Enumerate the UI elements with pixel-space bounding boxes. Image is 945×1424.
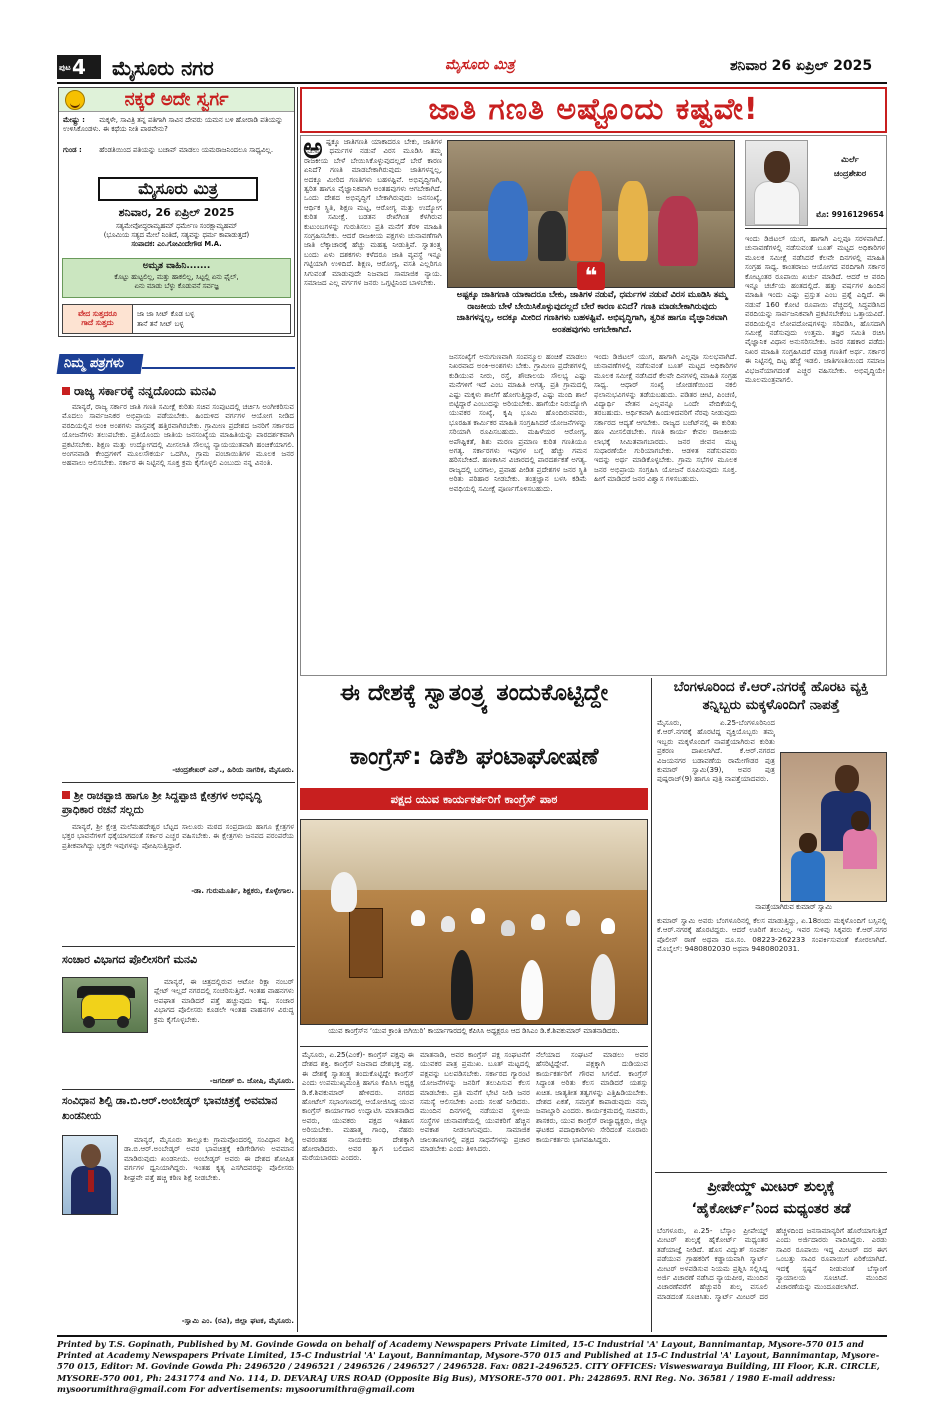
portrait-head <box>81 1144 101 1168</box>
joke-speaker-2: ಗುಂಡ : <box>63 146 82 154</box>
author-shirt <box>754 181 800 225</box>
letter-2-signature: -ಡಾ. ಗುರುಮೂರ್ತಿ, ಶಿಕ್ಷಕರು, ಕೊಳ್ಳೇಗಾಲ. <box>191 886 294 895</box>
letter-2-body <box>62 822 294 884</box>
congress-headline-line-2: ಕಾಂಗ್ರೆಸ್: ಡಿಕೆಶಿ ಘಂಟಾಘೋಷಣೆ <box>349 744 599 770</box>
letter-1-title-text: ರಾಜ್ಯ ಸರ್ಕಾರಕ್ಕೆ ನನ್ನದೊಂದು ಮನವಿ <box>74 384 216 398</box>
drop-cap: ಅ <box>303 131 323 166</box>
letters-section-title: ನಿಮ್ಮ ಪತ್ರಗಳು <box>57 354 144 374</box>
proverb-label-line-2: ಗಾದೆ ಸುತ್ತದು <box>81 318 114 327</box>
letter-3-title: ಸಂಚಾರ ವಿಭಾಗದ ಪೊಲೀಸರಿಗೆ ಮನವಿ <box>62 953 198 966</box>
audience-figure <box>471 908 485 924</box>
portrait-tie <box>88 1170 94 1192</box>
proverb-text <box>137 309 194 329</box>
bullet-icon <box>62 791 70 799</box>
boy-figure <box>789 833 827 902</box>
divider <box>62 946 295 947</box>
letter-3-signature: -ಜಗದೀಶ್ ಬಿ. ಜೋಷಿ, ಮೈಸೂರು. <box>209 1076 294 1085</box>
masthead-editor: ಸಂಪಾದಕ: ಎಂ.ಗೋವಿಂದೇಗೌಡ M.A. <box>131 240 222 248</box>
congress-subheadline: ಪಕ್ಷದ ಯುವ ಕಾರ್ಯಕರ್ತರಿಗೆ ಕಾಂಗ್ರೆಸ್ ಪಾಠ <box>300 788 648 810</box>
joke-line-1 <box>63 116 291 134</box>
missing-body-2: ಕುಮಾರ್ ಸ್ವಾಮಿ ಅವರು ಬೆಂಗಳೂರಿನಲ್ಲಿ ಕೆಲಸ ಮಾಡುತ್ತಿದ್ದು, ಏ.18ರಂದು ಮಕ್ಕಳೊಂದಿಗೆ ಬಸ್ಸಿನಲ್ಲಿ ಕೆ.ಆರ್.ನಗರಕ್ಕೆ ಹೊರಟಿದ್ದರು. ಆದರೆ ಊರಿಗೆ ತಲುಪಿಲ್ಲ. ಇವರ ಸುಳಿವು ಸಿಕ್ಕವರು ಕೆ.ಆರ್.ನಗರ ಪೊಲೀಸ್ ಠಾಣೆ ಅಥವಾ ದೂ.ಸಂ. 08223-262233 ಸಂಪರ್ಕಿಸುವಂತೆ ಕೋರಲಾಗಿದೆ. ಮೊಬೈಲ್: 9480802030 ಅಥವಾ 9480802031. <box>657 916 887 954</box>
divider <box>62 1089 295 1090</box>
wheel-icon <box>117 1016 129 1028</box>
author-phone: ಮೊ: 9916129654 <box>816 210 884 219</box>
meter-headline-line-2: ‘ಹೈಕೋರ್ಟ್’ನಿಂದ ಮಧ್ಯಂತರ ತಡೆ <box>691 1201 851 1217</box>
author-photo <box>745 140 808 226</box>
congress-headline-line-1: ಈ ದೇಶಕ್ಕೆ ಸ್ವಾತಂತ್ರ್ಯ ತಂದುಕೊಟ್ಟಿದ್ದೇ <box>339 680 609 706</box>
joke-title-bar <box>59 88 294 112</box>
joke-title: ನಕ್ಕರೆ ಅದೇ ಸ್ವರ್ಗ <box>124 89 229 110</box>
amrita-vahini-box <box>62 258 291 298</box>
auto-rickshaw-photo <box>62 977 148 1033</box>
cameraman-figure <box>451 950 473 1020</box>
woman-figure <box>618 181 648 261</box>
column-divider <box>297 87 298 1332</box>
letter-2-title <box>62 789 294 817</box>
surveyor-figure <box>488 181 528 261</box>
letter-1-body <box>62 402 294 762</box>
amrita-title: ಅಮೃತ ವಾಹಿನಿ....... <box>142 261 211 271</box>
letter-1-text: ಮಾನ್ಯರೆ, ರಾಜ್ಯ ಸರ್ಕಾರ ಜಾತಿ ಗಣತಿ ಸಮೀಕ್ಷೆ ಕುರಿತು ಸಚಿವ ಸಂಪುಟದಲ್ಲಿ ಚರ್ಚಿಸಿ ಅಂಗೀಕರಿಸುವ ಮೊದಲು ಸಾರ್ವಜನಿಕರ ಅಭಿಪ್ರಾಯ ಪಡೆಯಬೇಕು. ಹಿಂದುಳಿದ ವರ್ಗಗಳ ಆಯೋಗ ನೀಡಿದ ವರದಿಯಲ್ಲಿನ ಅಂಕಿ ಅಂಶಗಳು ವಾಸ್ತವಕ್ಕೆ ಹತ್ತಿರವಾಗಿರಬೇಕು. ಗ್ರಾಮೀಣ ಪ್ರದೇಶದ ಜನರಿಗೆ ಸರ್ಕಾರದ ಯೋಜನೆಗಳು ತಲುಪಬೇಕು. ಪ್ರತಿಯೊಂದು ಜಾತಿಯ ಜನಸಂಖ್ಯೆಯ ಮಾಹಿತಿಯನ್ನು ಪಾರದರ್ಶಕವಾಗಿ ಪ್ರಕಟಿಸಬೇಕು. ಶಿಕ್ಷಣ ಮತ್ತು ಉದ್ಯೋಗದಲ್ಲಿ ಮೀಸಲಾತಿ ಸೌಲಭ್ಯ ನ್ಯಾಯಯುತವಾಗಿ ಹಂಚಿಕೆಯಾಗಲಿ. ಅಂಗನವಾಡಿ ಕೇಂದ್ರಗಳಿಗೆ ಮೂಲಸೌಕರ್ಯ ಒದಗಿಸಿ, ಗ್ರಾಮ ಪಂಚಾಯಿತಿಗಳ ಮೂಲಕ ಜನರ ಅಹವಾಲು ಆಲಿಸಬೇಕು. ಸರ್ಕಾರ ಈ ನಿಟ್ಟಿನಲ್ಲಿ ಸೂಕ್ತ ಕ್ರಮ ಕೈಗೊಳ್ಳಲಿ ಎಂಬುದು ನನ್ನ ವಿನಂತಿ. <box>62 402 294 468</box>
proverb-line-2: ತಾನೆ ತನೆ ಸೀಟ್ ಬಳ್ಳ <box>137 320 184 328</box>
congress-col-2: ಮಾತನಾಡಿ, ಅವರ ಕಾಂಗ್ರೆಸ್ ಪಕ್ಷ ಸಂಘಟನೆಗೆ ಯುವಕರ ಪಾತ್ರ ಪ್ರಮುಖ. ಬೂತ್ ಮಟ್ಟದಲ್ಲಿ ಪಕ್ಷವನ್ನು ಬಲಪಡಿಸಬೇಕು. ಸರ್ಕಾರದ ಗ್ಯಾರಂಟಿ ಯೋಜನೆಗಳನ್ನು ಜನರಿಗೆ ತಲುಪಿಸುವ ಕೆಲಸ ಮಾಡಬೇಕು. ಪ್ರತಿ ಮನೆಗೆ ಭೇಟಿ ನೀಡಿ ಜನರ ಸಮಸ್ಯೆ ಆಲಿಸಬೇಕು ಎಂದು ಸಲಹೆ ನೀಡಿದರು. ಮುಂದಿನ ದಿನಗಳಲ್ಲಿ ನಡೆಯುವ ಸ್ಥಳೀಯ ಸಂಸ್ಥೆಗಳ ಚುನಾವಣೆಯಲ್ಲಿ ಯುವಕರಿಗೆ ಹೆಚ್ಚಿನ ಅವಕಾಶ ನೀಡಲಾಗುವುದು. ಸಾಮಾಜಿಕ ಜಾಲತಾಣಗಳಲ್ಲಿ ಪಕ್ಷದ ಸಾಧನೆಗಳನ್ನು ಪ್ರಚಾರ ಮಾಡಬೇಕು ಎಂದು ತಿಳಿಸಿದರು. <box>420 1050 530 1154</box>
header-rule <box>57 82 887 84</box>
page-number: 4 <box>72 55 86 79</box>
joke-text-2: ಹೆಂಡತಿಯಿಂದ ಪತಿಯನ್ನು ಬಚಾವ್ ಮಾಡಲು ಯಮರಾಜನಿಂದಲೂ ಸಾಧ್ಯವಿಲ್ಲ. <box>99 146 274 154</box>
bullet-icon <box>62 387 70 395</box>
wheel-icon <box>83 1016 95 1028</box>
imprint-footer: Printed by T.S. Gopinath, Published by M. Govinde Gowda on behalf of Academy Newspapers Private Limited, 15-C Industrial 'A' Layout, Bannimantap, Mysore-570 015 and Printed at Academy Newspapers Private Limited, 15-C Industrial 'A' Layout, Bannimantap, Mysore-570 015 and Published at 15-C Industrial 'A' Layout, Bannimantap, Mysore-570 015, Editor: M. Govinde Gowda Ph: 2496520 / 2496521 / 2496526 / 2496527 / 2496528. Fax: 0821-2496525. CITY OFFICES: Visweswaraya Building, III Floor, K.R. CIRCLE, MYSORE-570 001, Ph: 2431774 and No. 114, D. DEVARAJ URS ROAD (Opposite Big Bus), MYSORE-570 001. Ph: 2428695. RNI Reg. No. 36581 / 1980 E-mail address: mysoorumithra@gmail.com For advertisements: mysoorumithra@gmail.com <box>57 1339 880 1394</box>
header-date: ಶನಿವಾರ 26 ಏಪ್ರಿಲ್ 2025 <box>730 58 873 74</box>
audience-figure <box>566 910 580 926</box>
letter-4-signature: -ಸ್ವಾಮಿ ಎಂ. (ರವಿ), ಜಿಲ್ಲಾ ಘಟಕ, ಮೈಸೂರು. <box>181 1316 294 1325</box>
masthead-date: ಶನಿವಾರ, 26 ಏಪ್ರಿಲ್ 2025 <box>118 206 235 219</box>
letter-2-title-text: ಶ್ರೀ ರಾಚಪ್ಪಾಜಿ ಹಾಗೂ ಶ್ರೀ ಸಿದ್ದಪ್ಪಾಜಿ ಕ್ಷೇತ್ರಗಳ ಅಭಿವೃದ್ಧಿ ಪ್ರಾಧಿಕಾರ ರಚನೆ ಸಲ್ಲದು <box>62 790 262 816</box>
child-figure <box>538 211 566 261</box>
pull-quote: ಅಷ್ಟಕ್ಕೂ ಜಾತಿಗಣತಿ ಯಾಕಾದರೂ ಬೇಕು, ಜಾತಿಗಳ ನಡುವೆ, ಧರ್ಮಗಳ ನಡುವೆ ವಿರಸ ಮೂಡಿಸಿ ತಮ್ಮ ರಾಜಕೀಯ ಬೇಳೆ ಬೇಯಿಸಿಕೊಳ್ಳುವುದಲ್ಲದೆ ಬೇರೆ ಕಾರಣ ಏನಿದೆ? ಗಣತಿ ಮಾಡಬೇಕಾಗಿರುವುದು ಜಾತಿಗಳನ್ನಲ್ಲ, ಅದಕ್ಕೂ ಮೀರಿದ ಗಣತಿಗಳು ಬಹಳಷ್ಟಿವೆ. ಅಭಿವೃದ್ಧಿಗಾಗಿ, ತ್ವರಿತ ಹಾಗೂ ವೈಜ್ಞಾನಿಕವಾಗಿ ಅಂತಹವುಗಳು ಆಗಬೇಕಾಗಿದೆ. <box>456 289 728 334</box>
congress-col-1: ಮೈಸೂರು, ಏ.25(ಎಂಕೆ)- ಕಾಂಗ್ರೆಸ್ ಪಕ್ಷವು ಈ ದೇಶದ ಶಕ್ತಿ. ಕಾಂಗ್ರೆಸ್ ನಿಜವಾದ ದೇಶಭಕ್ತ ಪಕ್ಷ. ಈ ದೇಶಕ್ಕೆ ಸ್ವಾತಂತ್ರ್ಯ ತಂದುಕೊಟ್ಟಿದ್ದೇ ಕಾಂಗ್ರೆಸ್ ಎಂದು ಉಪಮುಖ್ಯಮಂತ್ರಿ ಹಾಗೂ ಕೆಪಿಸಿಸಿ ಅಧ್ಯಕ್ಷ ಡಿ.ಕೆ.ಶಿವಕುಮಾರ್ ಹೇಳಿದರು. ನಗರದ ಹೋಟೆಲ್ ಸಭಾಂಗಣದಲ್ಲಿ ಆಯೋಜಿಸಿದ್ದ ಯುವ ಕಾಂಗ್ರೆಸ್ ಕಾರ್ಯಾಗಾರ ಉದ್ಘಾಟಿಸಿ ಮಾತನಾಡಿದ ಅವರು, ಯುವಕರು ಪಕ್ಷದ ಇತಿಹಾಸ ಅರಿಯಬೇಕು. ಮಹಾತ್ಮ ಗಾಂಧಿ, ನೆಹರು ಅವರಂತಹ ನಾಯಕರು ದೇಶಕ್ಕಾಗಿ ಹೋರಾಡಿದರು. ಅವರ ತ್ಯಾಗ ಬಲಿದಾನ ಮರೆಯಬಾರದು ಎಂದರು. <box>302 1050 414 1163</box>
main-col-1: ಷ್ಟಕ್ಕೂ ಜಾತಿಗಣತಿ ಯಾಕಾದರೂ ಬೇಕು, ಜಾತಿಗಳ ನಡುವೆ, ಧರ್ಮಗಳ ನಡುವೆ ವಿರಸ ಮೂಡಿಸಿ ತಮ್ಮ ರಾಜಕೀಯ ಬೇಳೆ ಬೇಯಿಸಿಕೊಳ್ಳುವುದಲ್ಲದೆ ಬೇರೆ ಕಾರಣ ಏನಿದೆ? ಗಣತಿ ಮಾಡಬೇಕಾಗಿರುವುದು ಜಾತಿಗಳನ್ನಲ್ಲ, ಅದಕ್ಕೂ ಮೀರಿದ ಗಣತಿಗಳು ಬಹಳಷ್ಟಿವೆ. ಅಭಿವೃದ್ಧಿಗಾಗಿ, ತ್ವರಿತ ಹಾಗೂ ವೈಜ್ಞಾನಿಕವಾಗಿ ಅಂತಹವುಗಳು ಆಗಬೇಕಾಗಿದೆ. ಒಂದು ದೇಶದ ಅಭಿವೃದ್ಧಿಗೆ ಬೇಕಾಗಿರುವುದು ಜನಸಂಖ್ಯೆ, ಆರ್ಥಿಕ ಸ್ಥಿತಿ, ಶಿಕ್ಷಣ ಮಟ್ಟ, ಆರೋಗ್ಯ ಮತ್ತು ಉದ್ಯೋಗ ಕುರಿತ ಸಮೀಕ್ಷೆ. ಬಡತನ ರೇಖೆಗಿಂತ ಕೆಳಗಿರುವ ಕುಟುಂಬಗಳನ್ನು ಗುರುತಿಸಲು ಪ್ರತಿ ಮನೆಗೆ ತೆರಳಿ ಮಾಹಿತಿ ಸಂಗ್ರಹಿಸಬೇಕು. ಆದರೆ ರಾಜಕೀಯ ಪಕ್ಷಗಳು ಚುನಾವಣೆಗಾಗಿ ಜಾತಿ ಲೆಕ್ಕಾಚಾರಕ್ಕೆ ಹೆಚ್ಚು ಮಹತ್ವ ನೀಡುತ್ತಿವೆ. ಸ್ವಾತಂತ್ರ್ಯ ಬಂದು ಏಳು ದಶಕಗಳು ಕಳೆದರೂ ಜಾತಿ ವ್ಯವಸ್ಥೆ ಇನ್ನೂ ಗಟ್ಟಿಯಾಗಿ ಉಳಿದಿದೆ. ಶಿಕ್ಷಣ, ಆರೋಗ್ಯ, ವಸತಿ ಎಲ್ಲರಿಗೂ ಸಿಗುವಂತೆ ಮಾಡುವುದೇ ನಿಜವಾದ ಸಾಮಾಜಿಕ ನ್ಯಾಯ. ಸಮಾಜದ ಎಲ್ಲ ವರ್ಗಗಳ ಜನರು ಒಗ್ಗಟ್ಟಿನಿಂದ ಬಾಳಬೇಕು. <box>304 137 442 288</box>
missing-person-headline: ಬೆಂಗಳೂರಿಂದ ಕೆ.ಆರ್.ನಗರಕ್ಕೆ ಹೊರಟ ವ್ಯಕ್ತಿ ತನ್ನಿಬ್ಬರು ಮಕ್ಕಳೊಂದಿಗೆ ನಾಪತ್ತೆ <box>673 679 869 713</box>
page-number-box <box>57 55 101 79</box>
column-divider <box>651 678 652 1332</box>
letter-2-text: ಮಾನ್ಯರೆ, ಶ್ರೀ ಕ್ಷೇತ್ರ ಮಲೆಮಹದೇಶ್ವರ ಬೆಟ್ಟದ ಸಾಲೂರು ಮಠದ ಸಂಪ್ರದಾಯ ಹಾಗೂ ಕ್ಷೇತ್ರಗಳ ಭಕ್ತರ ಭಾವನೆಗಳಿಗೆ ಧಕ್ಕೆಯಾಗದಂತೆ ಸರ್ಕಾರ ಎಚ್ಚರ ವಹಿಸಬೇಕು. ಈ ಕ್ಷೇತ್ರಗಳು ಜನಪದ ಪರಂಪರೆಯ ಪ್ರತೀಕವಾಗಿದ್ದು ಭಕ್ತರೇ ಇವುಗಳನ್ನು ಪೋಷಿಸುತ್ತಿದ್ದಾರೆ. <box>62 822 294 850</box>
proverb-label-line-1: ವೇದ ಸುತ್ತದರೂ <box>78 309 117 318</box>
proverb-label <box>63 305 133 333</box>
author-rule <box>745 228 887 229</box>
congress-photo-caption: ಯುವ ಕಾಂಗ್ರೆಸ್‌ನ ‘ಯುವ ಕ್ರಾಂತಿ ಬಿಗಿಯಿರಿ’ ಕಾರ್ಯಾಗಾರದಲ್ಲಿ ಕೆಪಿಸಿಸಿ ಅಧ್ಯಕ್ಷರೂ ಆದ ಡಿಸಿಎಂ ಡಿ.ಕೆ.ಶಿವಕುಮಾರ್ ಮಾತನಾಡಿದರು. <box>300 1027 648 1047</box>
audience-figure <box>601 918 615 934</box>
missing-photo-caption: ನಾಪತ್ತೆಯಾಗಿರುವ ಕುಮಾರ್ ಸ್ವಾಮಿ <box>755 903 832 911</box>
audience-figure <box>441 916 455 932</box>
letter-4-body <box>124 1135 294 1285</box>
joke-line-2 <box>63 146 291 155</box>
main-col-4: ಇಂದು ಡಿಜಿಟಲ್ ಯುಗ, ಹಾಗಾಗಿ ಎಲ್ಲವೂ ಸರಳವಾಗಿದೆ. ಚುನಾವಣೆಗಳಲ್ಲಿ ನಡೆಸುವಂತೆ ಬೂತ್ ಮಟ್ಟದ ಅಧಿಕಾರಿಗಳ ಮೂಲಕ ಸಮೀಕ್ಷೆ ನಡೆಸಿದರೆ ಕೆಲವೇ ದಿನಗಳಲ್ಲಿ ಮಾಹಿತಿ ಸಂಗ್ರಹ ಸಾಧ್ಯ. ಕಾಂತರಾಜು ಆಯೋಗದ ವರದಿಗಾಗಿ ಸರ್ಕಾರ ಕೋಟ್ಯಂತರ ರೂಪಾಯಿ ಖರ್ಚು ಮಾಡಿದೆ. ಆದರೆ ಆ ವರದಿ ಇನ್ನೂ ಚರ್ಚೆಯ ಹಂತದಲ್ಲಿದೆ. ಹತ್ತು ವರ್ಷಗಳ ಹಿಂದಿನ ಮಾಹಿತಿ ಇಂದು ಎಷ್ಟು ಪ್ರಸ್ತುತ ಎಂಬ ಪ್ರಶ್ನೆ ಎದ್ದಿದೆ. ಈ ನಡುವೆ 160 ಕೋಟಿ ರೂಪಾಯಿ ವೆಚ್ಚದಲ್ಲಿ ಸಿದ್ಧಪಡಿಸಿದ ವರದಿಯನ್ನು ಸಾರ್ವಜನಿಕವಾಗಿ ಪ್ರಕಟಿಸಬೇಕೆಂಬ ಒತ್ತಾಯವಿದೆ. ವರದಿಯಲ್ಲಿನ ಲೋಪದೋಷಗಳನ್ನು ಸರಿಪಡಿಸಿ, ಹೊಸದಾಗಿ ಸಮೀಕ್ಷೆ ನಡೆಸುವುದು ಉತ್ತಮ. ತಜ್ಞರ ಸಮಿತಿ ರಚಿಸಿ ವೈಜ್ಞಾನಿಕ ವಿಧಾನ ಅನುಸರಿಸಬೇಕು. ಜನರ ಸಹಕಾರ ಪಡೆದು ನಿಖರ ಮಾಹಿತಿ ಸಂಗ್ರಹಿಸಿದರೆ ಮಾತ್ರ ಗಣತಿಗೆ ಅರ್ಥ. ಸರ್ಕಾರ ಈ ನಿಟ್ಟಿನಲ್ಲಿ ದಿಟ್ಟ ಹೆಜ್ಜೆ ಇಡಲಿ. ಜಾತಿಗಣತಿಯಿಂದ ಸಮಾಜ ವಿಭಜನೆಯಾಗದಂತೆ ಎಚ್ಚರ ವಹಿಸಬೇಕು. ಅಭಿವೃದ್ಧಿಯೇ ಮೂಲಮಂತ್ರವಾಗಲಿ. <box>745 234 885 385</box>
amrita-line-2: ಏನು ಮಾಡು ಬೆಳ್ಳು ಕೊಡುವನೆ ಸರ್ವಜ್ಞ <box>134 282 219 290</box>
author-name-line-1: ಮಿರ್ಲೆ <box>841 154 859 164</box>
audience-figure <box>531 914 545 930</box>
masthead-motto: ಸತ್ಯಮೇವೋದ್ಧರಾಮ್ಯಹಮ್ ಧರ್ಮೇಣ ಸಂರಕ್ಷಾಮ್ಯಹಮ್ <box>115 222 238 230</box>
author-name <box>814 152 886 180</box>
meter-headline-line-1: ಪ್ರೀಪೇಯ್ಡ್ ಮೀಟರ್ ಶುಲ್ಕಕ್ಕೆ <box>707 1179 835 1195</box>
footer-rule <box>57 1335 887 1337</box>
letter-4-title: ಸಂವಿಧಾನ ಶಿಲ್ಪಿ ಡಾ.ಬಿ.ಆರ್.ಅಂಬೇಡ್ಕರ್ ಭಾವಚಿತ್ರಕ್ಕೆ ಅವಮಾನ ಖಂಡನೀಯ <box>62 1095 278 1122</box>
proverb-box <box>62 304 291 334</box>
ambedkar-portrait <box>62 1135 118 1215</box>
section-title: ಮೈಸೂರು ನಗರ <box>112 56 214 80</box>
masthead-info <box>60 222 293 249</box>
joke-speaker-1: ಮೇಷ್ಟ್ರು : <box>63 116 85 124</box>
page-label: ಪುಟ <box>59 63 71 72</box>
main-col-2: ಜನಸಂಖ್ಯೆಗೆ ಅನುಗುಣವಾಗಿ ಸಂಪನ್ಮೂಲ ಹಂಚಿಕೆ ಮಾಡಲು ನಿಖರವಾದ ಅಂಕಿ-ಅಂಶಗಳು ಬೇಕು. ಗ್ರಾಮೀಣ ಪ್ರದೇಶಗಳಲ್ಲಿ ಕುಡಿಯುವ ನೀರು, ರಸ್ತೆ, ಶೌಚಾಲಯ ಸೌಲಭ್ಯ ಎಷ್ಟು ಮನೆಗಳಿಗೆ ಇದೆ ಎಂಬ ಮಾಹಿತಿ ಅಗತ್ಯ. ಪ್ರತಿ ಗ್ರಾಮದಲ್ಲಿ ಎಷ್ಟು ಮಕ್ಕಳು ಶಾಲೆಗೆ ಹೋಗುತ್ತಿದ್ದಾರೆ, ಎಷ್ಟು ಮಂದಿ ಶಾಲೆ ಬಿಟ್ಟಿದ್ದಾರೆ ಎಂಬುದನ್ನು ಅರಿಯಬೇಕು. ಹಾಗೆಯೇ ನಿರುದ್ಯೋಗಿ ಯುವಕರ ಸಂಖ್ಯೆ, ಕೃಷಿ ಭೂಮಿ ಹೊಂದಿರುವವರು, ಭೂರಹಿತ ಕಾರ್ಮಿಕರ ಮಾಹಿತಿ ಸಂಗ್ರಹಿಸಿದರೆ ಯೋಜನೆಗಳನ್ನು ಸರಿಯಾಗಿ ರೂಪಿಸಬಹುದು. ಮಹಿಳೆಯರ ಆರೋಗ್ಯ, ಅಪೌಷ್ಟಿಕತೆ, ಶಿಶು ಮರಣ ಪ್ರಮಾಣ ಕುರಿತ ಗಣತಿಯೂ ಅಗತ್ಯ. ಸರ್ಕಾರಗಳು ಇವುಗಳ ಬಗ್ಗೆ ಹೆಚ್ಚು ಗಮನ ಹರಿಸಬೇಕಿದೆ. ಹಣಕಾಸಿನ ವಿಚಾರದಲ್ಲಿ ಪಾರದರ್ಶಕತೆ ಅಗತ್ಯ. ರಾಜ್ಯದಲ್ಲಿ ಬರಗಾಲ, ಪ್ರವಾಹ ಪೀಡಿತ ಪ್ರದೇಶಗಳ ಜನರ ಸ್ಥಿತಿ ಅರಿತು ಪರಿಹಾರ ನೀಡಬೇಕು. ತಂತ್ರಜ್ಞಾನ ಬಳಸಿ ಕಡಿಮೆ ಅವಧಿಯಲ್ಲಿ ಸಮೀಕ್ಷೆ ಪೂರ್ಣಗೊಳಿಸಬಹುದು. <box>449 352 587 493</box>
masthead-name: ಮೈಸೂರು ಮಿತ್ರ <box>98 177 258 201</box>
letter-3-body <box>154 977 294 1073</box>
woman-figure <box>658 196 698 266</box>
laughing-face-icon <box>65 90 85 110</box>
amrita-line-1: ಕೊಟ್ಟು ಹುಟ್ಟಲಿಲ್ಲ, ಮತ್ತು ಹಾಕಲಿಲ್ಲ, ಸಿಟ್ಟಲ್ಲಿ ಏನು ಫೈಲ್, <box>114 273 239 281</box>
girl-figure <box>843 811 877 871</box>
header-paper-name: ಮೈಸೂರು ಮಿತ್ರ <box>445 57 515 73</box>
masthead-motto-translation: (ಭೂಮಿಯ ಸತ್ಯದ ಮೇಲೆ ನಿಂತಿದೆ, ಸತ್ಯವನ್ನು ಧರ್ಮ ಕಾಪಾಡುತ್ತದೆ) <box>103 231 250 239</box>
author-head <box>764 151 790 183</box>
audience-figure <box>591 954 615 1020</box>
congress-event-photo <box>300 819 648 1025</box>
author-name-line-2: ಚಂದ್ರಶೇಖರ <box>833 168 867 178</box>
meter-body: ಬೆಂಗಳೂರು, ಏ.25- ಬೆಸ್ಕಾಂ ಪ್ರೀಪೇಯ್ಡ್ ಮೀಟರ್ ಶುಲ್ಕಕ್ಕೆ ಹೈಕೋರ್ಟ್ ಮಧ್ಯಂತರ ತಡೆಯಾಜ್ಞೆ ನೀಡಿದೆ. ಹೊಸ ವಿದ್ಯುತ್ ಸಂಪರ್ಕ ಪಡೆಯುವ ಗ್ರಾಹಕರಿಗೆ ಕಡ್ಡಾಯವಾಗಿ ಸ್ಮಾರ್ಟ್ ಮೀಟರ್ ಅಳವಡಿಸುವ ನಿಯಮ ಪ್ರಶ್ನಿಸಿ ಸಲ್ಲಿಸಿದ್ದ ಅರ್ಜಿ ವಿಚಾರಣೆ ನಡೆಸಿದ ನ್ಯಾಯಪೀಠ, ಮುಂದಿನ ವಿಚಾರಣೆವರೆಗೆ ಹೆಚ್ಚುವರಿ ಶುಲ್ಕ ವಸೂಲಿ ಮಾಡದಂತೆ ಸೂಚಿಸಿತು. ಸ್ಮಾರ್ಟ್ ಮೀಟರ್ ದರ ಹೆಚ್ಚಳದಿಂದ ಜನಸಾಮಾನ್ಯರಿಗೆ ಹೊರೆಯಾಗುತ್ತಿದೆ ಎಂದು ಅರ್ಜಿದಾರರು ವಾದಿಸಿದ್ದರು. ಎರಡು ಸಾವಿರ ರೂಪಾಯಿ ಇದ್ದ ಮೀಟರ್ ದರ ಈಗ ಒಂಬತ್ತು ಸಾವಿರ ರೂಪಾಯಿಗೆ ಏರಿಕೆಯಾಗಿದೆ. ಇದಕ್ಕೆ ಸ್ಪಷ್ಟನೆ ನೀಡುವಂತೆ ಬೆಸ್ಕಾಂಗೆ ನ್ಯಾಯಾಲಯ ಸೂಚಿಸಿದೆ. ಮುಂದಿನ ವಿಚಾರಣೆಯನ್ನು ಮುಂದೂಡಲಾಗಿದೆ. <box>657 1226 887 1301</box>
letter-3-text: ಮಾನ್ಯರೆ, ಈ ಚಿತ್ರದಲ್ಲಿರುವ ಆಟೋ ರಿಕ್ಷಾ ನಂಬರ್ ಪ್ಲೇಟ್ ಇಲ್ಲದೆ ನಗರದಲ್ಲಿ ಸಂಚರಿಸುತ್ತಿದೆ. ಇಂತಹ ವಾಹನಗಳು ಅಪಘಾತ ಮಾಡಿದರೆ ಪತ್ತೆ ಹಚ್ಚುವುದು ಕಷ್ಟ. ಸಂಚಾರ ವಿಭಾಗದ ಪೊಲೀಸರು ಕೂಡಲೇ ಇಂತಹ ವಾಹನಗಳ ವಿರುದ್ಧ ಕ್ರಮ ಕೈಗೊಳ್ಳಬೇಕು. <box>154 977 294 1024</box>
audience-figure <box>501 920 515 936</box>
quote-icon: ❝ <box>577 262 605 290</box>
main-headline: ಜಾತಿ ಗಣತಿ ಅಷ್ಟೊಂದು ಕಷ್ಟವೇ! <box>428 92 759 127</box>
divider <box>62 782 295 783</box>
missing-body-1: ಮೈಸೂರು, ಏ.25-ಬೆಂಗಳೂರಿನಿಂದ ಕೆ.ಆರ್.ನಗರಕ್ಕೆ ಹೊರಟಿದ್ದ ವ್ಯಕ್ತಿಯೊಬ್ಬರು ತಮ್ಮ ಇಬ್ಬರು ಮಕ್ಕಳೊಂದಿಗೆ ನಾಪತ್ತೆಯಾಗಿರುವ ಕುರಿತು ಪ್ರಕರಣ ದಾಖಲಾಗಿದೆ. ಕೆ.ಆರ್.ನಗರದ ವಿಜಯನಗರ ಬಡಾವಣೆಯ ರಾಮೇಗೌಡರ ಪುತ್ರ ಕುಮಾರ್ ಸ್ವಾಮಿ(39), ಅವರ ಪುತ್ರ ಪುಷ್ಪರಾಜ್(9) ಹಾಗೂ ಪುತ್ರಿ ನಾಪತ್ತೆಯಾದವರು. <box>657 718 775 784</box>
divider <box>655 1172 887 1173</box>
podium-icon <box>349 908 383 978</box>
missing-family-photo <box>780 752 887 902</box>
letter-1-signature: -ಚಂದ್ರಶೇಖರ್ ಎನ್., ಹಿರಿಯ ನಾಗರಿಕ, ಮೈಸೂರು. <box>172 765 294 774</box>
congress-col-3: ನೆಲೆಯಾದ ಸಂಘಟನೆ ಮಾಡಲು ಅವರ ಹೆಸರಿಟ್ಟಿದ್ದೇವೆ. ಪಕ್ಷಕ್ಕಾಗಿ ದುಡಿಯುವ ಕಾರ್ಯಕರ್ತರಿಗೆ ಗೌರವ ಸಿಗಲಿದೆ. ಕಾಂಗ್ರೆಸ್ ಸಿದ್ಧಾಂತ ಅರಿತು ಕೆಲಸ ಮಾಡಿದರೆ ಯಶಸ್ಸು ಖಚಿತ. ಜಾತ್ಯತೀತ ತತ್ವಗಳನ್ನು ಎತ್ತಿಹಿಡಿಯಬೇಕು. ದೇಶದ ಏಕತೆ, ಸಮಗ್ರತೆ ಕಾಪಾಡುವುದು ನಮ್ಮ ಜವಾಬ್ದಾರಿ ಎಂದರು. ಕಾರ್ಯಕ್ರಮದಲ್ಲಿ ಸಚಿವರು, ಶಾಸಕರು, ಯುವ ಕಾಂಗ್ರೆಸ್ ರಾಜ್ಯಾಧ್ಯಕ್ಷರು, ಜಿಲ್ಲಾ ಘಟಕದ ಪದಾಧಿಕಾರಿಗಳು ಸೇರಿದಂತೆ ನೂರಾರು ಕಾರ್ಯಕರ್ತರು ಭಾಗವಹಿಸಿದ್ದರು. <box>536 1050 648 1144</box>
audience-figure <box>411 910 425 926</box>
audience-figure <box>521 960 543 1020</box>
joke-text-1: ಮಕ್ಕಳೇ, ಸಾವಿತ್ರಿ ತನ್ನ ಪತಿಗಾಗಿ ಸಾವಿನ ದೇವರು ಯಮನ ಬಳಿ ಹೋರಾಡಿ ಪತಿಯನ್ನು ಉಳಿಸಿಕೊಂಡಳು. ಈ ಕಥೆಯ ನೀತಿ ಪಾಠವೇನು? <box>63 116 283 133</box>
letter-1-title <box>62 384 294 398</box>
letters-rule <box>142 367 295 369</box>
woman-figure <box>568 171 602 261</box>
letter-4-text: ಮಾನ್ಯರೆ, ಮೈಸೂರು ತಾಲ್ಲೂಕು ಗ್ರಾಮವೊಂದರಲ್ಲಿ ಸಂವಿಧಾನ ಶಿಲ್ಪಿ ಡಾ.ಬಿ.ಆರ್.ಅಂಬೇಡ್ಕರ್ ಅವರ ಭಾವಚಿತ್ರಕ್ಕೆ ಕಿಡಿಗೇಡಿಗಳು ಅವಮಾನ ಮಾಡಿರುವುದು ಖಂಡನೀಯ. ಅಂಬೇಡ್ಕರ್ ಅವರು ಈ ದೇಶದ ಶೋಷಿತ ವರ್ಗಗಳ ಧ್ವನಿಯಾಗಿದ್ದರು. ಇಂತಹ ಕೃತ್ಯ ಎಸಗಿದವರನ್ನು ಪೊಲೀಸರು ಶೀಘ್ರವೇ ಪತ್ತೆ ಹಚ್ಚಿ ಕಠಿಣ ಶಿಕ್ಷೆ ನೀಡಬೇಕು. <box>124 1135 294 1182</box>
main-col-3: ಇಂದು ಡಿಜಿಟಲ್ ಯುಗ, ಹಾಗಾಗಿ ಎಲ್ಲವೂ ಸುಲಭವಾಗಿದೆ. ಚುನಾವಣೆಗಳಲ್ಲಿ ನಡೆಸುವಂತೆ ಬೂತ್ ಮಟ್ಟದ ಅಧಿಕಾರಿಗಳ ಮೂಲಕ ಸಮೀಕ್ಷೆ ನಡೆಸಿದರೆ ಕೆಲವೇ ದಿನಗಳಲ್ಲಿ ಮಾಹಿತಿ ಸಂಗ್ರಹ ಸಾಧ್ಯ. ಆಧಾರ್ ಸಂಖ್ಯೆ ಜೋಡಣೆಯಿಂದ ನಕಲಿ ಫಲಾನುಭವಿಗಳನ್ನು ತಡೆಯಬಹುದು. ಪಡಿತರ ಚೀಟಿ, ಪಿಂಚಣಿ, ವಿದ್ಯಾರ್ಥಿ ವೇತನ ಎಲ್ಲವನ್ನೂ ಒಂದೇ ವೇದಿಕೆಯಲ್ಲಿ ತರಬಹುದು. ಆರ್ಥಿಕವಾಗಿ ಹಿಂದುಳಿದವರಿಗೆ ನೆರವು ನೀಡುವುದು ಸರ್ಕಾರದ ಆದ್ಯತೆ ಆಗಬೇಕು. ರಾಜ್ಯದ ಬಜೆಟ್‌ನಲ್ಲಿ ಈ ಕುರಿತು ಹಣ ಮೀಸಲಿಡಬೇಕು. ಗಣತಿ ಕಾರ್ಯ ಕೇವಲ ರಾಜಕೀಯ ಲಾಭಕ್ಕೆ ಸೀಮಿತವಾಗಬಾರದು. ಜನರ ಜೀವನ ಮಟ್ಟ ಸುಧಾರಣೆಯೇ ಗುರಿಯಾಗಬೇಕು. ಆಡಳಿತ ನಡೆಸುವವರು ಇದನ್ನು ಅರ್ಥ ಮಾಡಿಕೊಳ್ಳಬೇಕು. ಗ್ರಾಮ ಸಭೆಗಳ ಮೂಲಕ ಜನರ ಅಭಿಪ್ರಾಯ ಸಂಗ್ರಹಿಸಿ ಯೋಜನೆ ರೂಪಿಸುವುದು ಸೂಕ್ತ. ಹೀಗೆ ಮಾಡಿದರೆ ಜನರ ವಿಶ್ವಾಸ ಗಳಿಸಬಹುದು. <box>594 352 737 484</box>
speaker-figure <box>331 872 357 912</box>
proverb-line-1: ಜಾ ಜಾ ಸೀಟ್ ಕೊಡ ಬಳ್ಳ <box>137 310 195 318</box>
